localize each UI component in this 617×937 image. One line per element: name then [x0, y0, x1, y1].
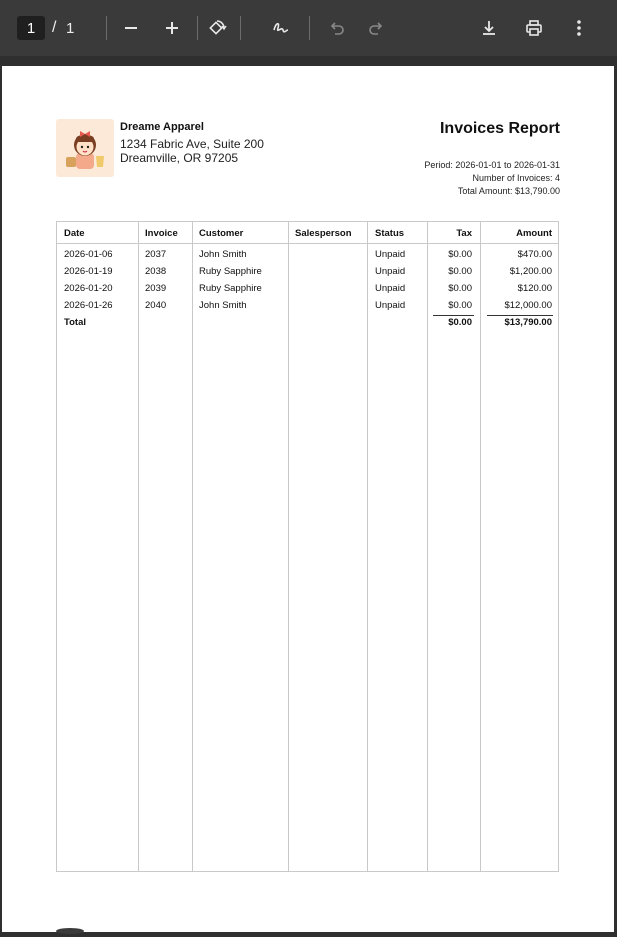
zoom-in-button[interactable] — [159, 15, 185, 41]
header-tax: Tax — [456, 228, 472, 239]
print-icon — [524, 18, 544, 38]
more-vertical-icon — [569, 18, 589, 38]
pdf-toolbar — [0, 0, 617, 56]
cell-amount: $470.00 — [517, 249, 552, 260]
cell-status: Unpaid — [375, 300, 406, 311]
column-divider — [480, 222, 481, 871]
document-page — [2, 66, 614, 932]
toolbar-divider — [309, 16, 310, 40]
cell-invoice: 2038 — [145, 266, 167, 277]
header-customer: Customer — [199, 228, 244, 239]
toolbar-divider — [106, 16, 107, 40]
redo-button[interactable] — [363, 15, 389, 41]
undo-button[interactable] — [324, 15, 350, 41]
rotate-button[interactable] — [204, 15, 230, 41]
page-number-input[interactable]: 1 — [17, 16, 45, 40]
cell-status: Unpaid — [375, 283, 406, 294]
company-name: Dreame Apparel — [120, 121, 204, 133]
download-button[interactable] — [476, 15, 502, 41]
cell-invoice: 2040 — [145, 300, 167, 311]
toolbar-divider — [240, 16, 241, 40]
company-logo — [56, 119, 114, 177]
print-button[interactable] — [521, 15, 547, 41]
report-title: Invoices Report — [439, 120, 560, 137]
report-total-amount: Total Amount: $13,790.00 — [457, 186, 560, 196]
cell-amount: $1,200.00 — [509, 266, 552, 277]
header-status: Status — [375, 228, 405, 239]
cell-date: 2026-01-06 — [64, 249, 113, 260]
minus-icon — [121, 18, 141, 38]
redo-icon — [366, 18, 386, 38]
cell-date: 2026-01-26 — [64, 300, 113, 311]
column-divider — [138, 222, 139, 871]
more-options-button[interactable] — [566, 15, 592, 41]
header-rule — [57, 243, 558, 244]
cell-date: 2026-01-20 — [64, 283, 113, 294]
girl-mascot-icon — [56, 119, 114, 177]
draw-icon — [271, 18, 291, 38]
column-divider — [367, 222, 368, 871]
cell-date: 2026-01-19 — [64, 266, 113, 277]
cell-tax: $0.00 — [448, 283, 472, 294]
cell-invoice: 2039 — [145, 283, 167, 294]
plus-icon — [162, 18, 182, 38]
toolbar-divider — [197, 16, 198, 40]
cell-customer: Ruby Sapphire — [199, 283, 262, 294]
rotate-icon — [207, 18, 227, 38]
cell-status: Unpaid — [375, 266, 406, 277]
company-address-line1: 1234 Fabric Ave, Suite 200 — [120, 137, 264, 151]
header-date: Date — [64, 228, 85, 239]
page-separator: / — [52, 19, 57, 36]
column-divider — [192, 222, 193, 871]
header-amount: Amount — [516, 228, 552, 239]
cell-tax: $0.00 — [448, 266, 472, 277]
undo-icon — [327, 18, 347, 38]
cell-tax: $0.00 — [448, 249, 472, 260]
cell-amount: $120.00 — [517, 283, 552, 294]
cell-customer: Ruby Sapphire — [199, 266, 262, 277]
cell-status: Unpaid — [375, 249, 406, 260]
total-amount: $13,790.00 — [504, 317, 552, 328]
header-invoice: Invoice — [145, 228, 178, 239]
column-divider — [288, 222, 289, 871]
zoom-out-button[interactable] — [118, 15, 144, 41]
cell-tax: $0.00 — [448, 300, 472, 311]
cell-customer: John Smith — [199, 249, 247, 260]
total-rule — [487, 315, 553, 316]
download-icon — [479, 18, 499, 38]
cell-invoice: 2037 — [145, 249, 167, 260]
total-rule — [433, 315, 474, 316]
cell-customer: John Smith — [199, 300, 247, 311]
column-divider — [427, 222, 428, 871]
total-label: Total — [64, 317, 86, 328]
company-address-line2: Dreamville, OR 97205 — [120, 151, 239, 165]
total-pages: 1 — [66, 19, 75, 37]
page-shadow — [56, 928, 84, 934]
total-tax: $0.00 — [448, 317, 472, 328]
report-invoice-count: Number of Invoices: 4 — [472, 173, 560, 183]
invoices-table — [56, 221, 559, 872]
header-salesperson: Salesperson — [295, 228, 352, 239]
cell-amount: $12,000.00 — [504, 300, 552, 311]
annotate-button[interactable] — [268, 15, 294, 41]
report-period: Period: 2026-01-01 to 2026-01-31 — [424, 160, 560, 170]
